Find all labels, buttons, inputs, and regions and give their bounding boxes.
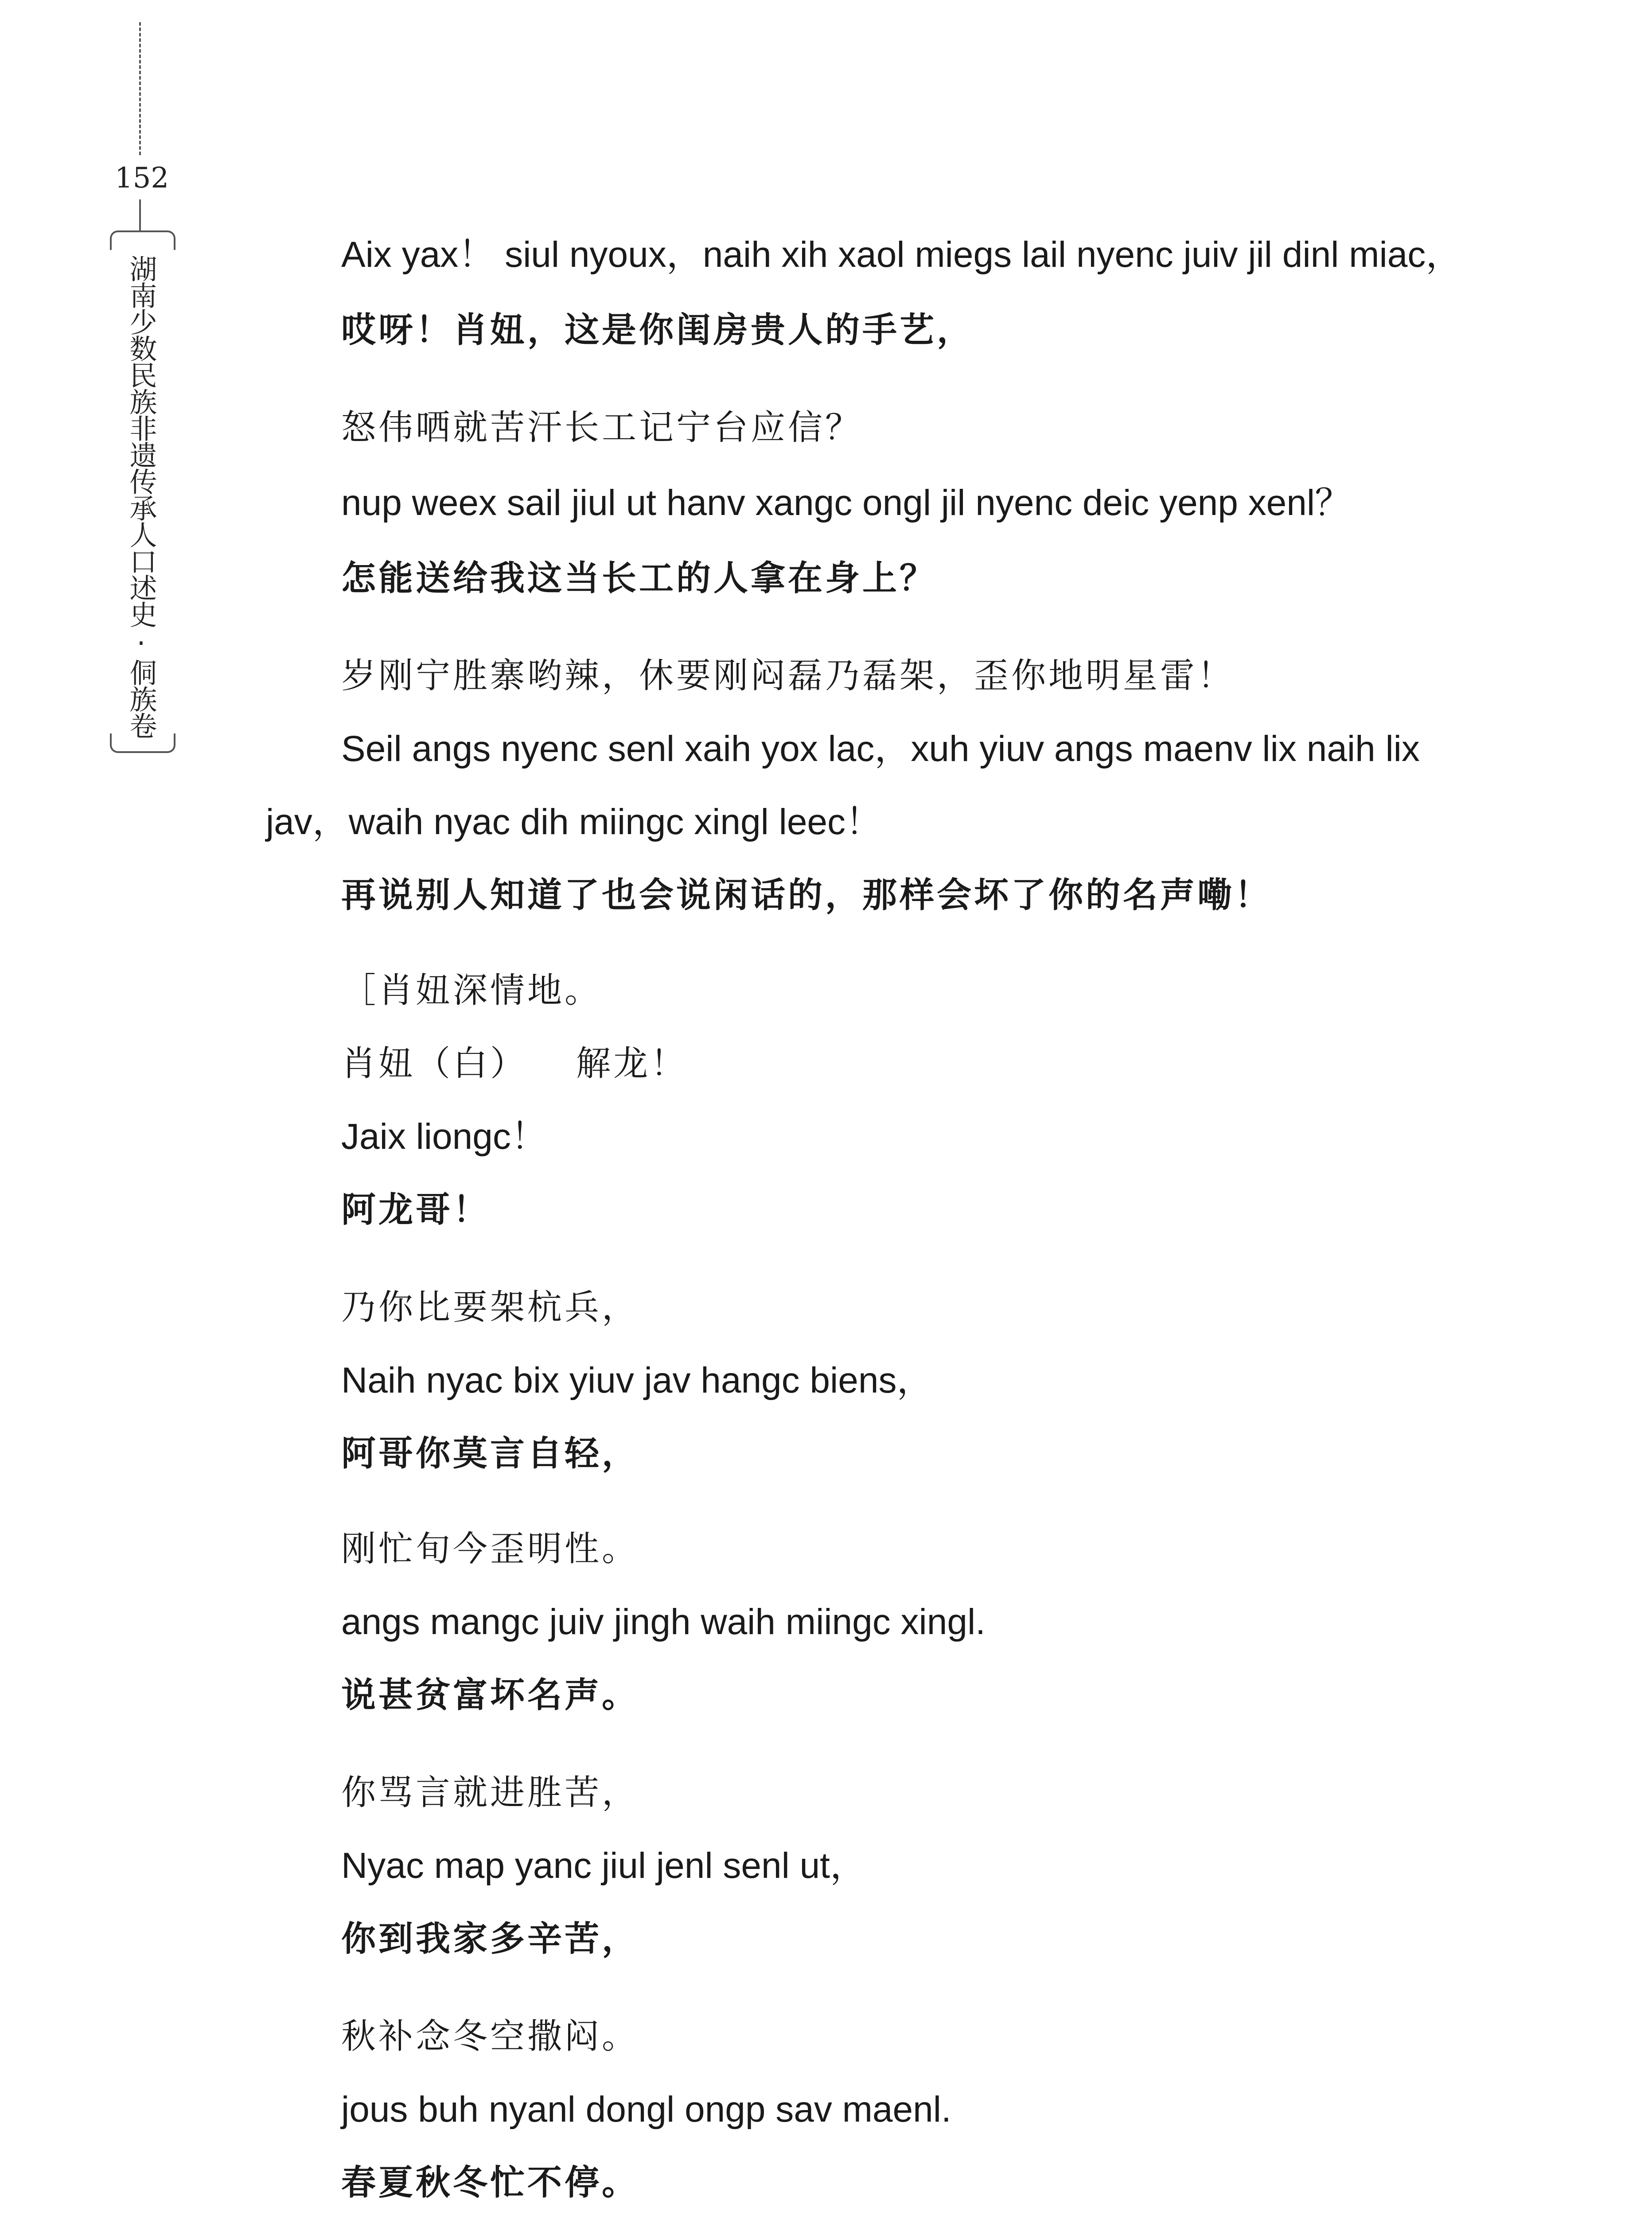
text-line-chinese-translation: 说甚贫富坏名声。 xyxy=(341,1675,639,1715)
text-line-chinese-translation: 阿龙哥！ xyxy=(341,1190,491,1230)
stage-direction: ［肖妞深情地。 xyxy=(341,971,602,1010)
text-line-dong-romanized: angs mangc juiv jingh waih miingc xingl. xyxy=(341,1602,986,1642)
text-line-dong-romanized: Nyac map yanc jiul jenl senl ut， xyxy=(341,1845,866,1886)
speaker-speech: 解龙！ xyxy=(576,1044,688,1084)
text-line-chinese-translation: 你到我家多辛苦， xyxy=(341,1919,639,1959)
text-line-dong-chinese-transcription: 岁刚宁胜寨哟辣，休要刚闷磊乃磊架，歪你地明星雷！ xyxy=(341,656,1235,696)
text-line-dong-romanized: Naih nyac bix yiuv jav hangc biens， xyxy=(341,1360,933,1401)
text-line-dong-romanized: nup weex sail jiul ut hanv xangc ongl jil nyenc deic yenp xenl？ xyxy=(341,483,1352,523)
text-line-dong-chinese-transcription: 你骂言就进胜苦， xyxy=(341,1773,639,1813)
text-line-dong-romanized-continued: jav，waih nyac dih miingc xingl leec！ xyxy=(266,802,882,842)
text-line-dong-romanized: jous buh nyanl dongl ongp sav maenl. xyxy=(341,2089,951,2130)
text-line-dong-chinese-transcription: 乃你比要架杭兵， xyxy=(341,1287,639,1327)
text-line-dong-romanized: Jaix liongc！ xyxy=(341,1116,547,1157)
text-line-chinese-translation: 春夏秋冬忙不停。 xyxy=(341,2163,639,2203)
speaker-name: 肖妞（白） xyxy=(341,1044,528,1084)
text-line-dong-chinese-transcription: 刚忙旬今歪明性。 xyxy=(341,1529,639,1569)
text-line-dong-chinese-transcription: 秋补念冬空撒闷。 xyxy=(341,2017,639,2056)
text-line-chinese-translation: 哎呀！肖妞，这是你闺房贵人的手艺， xyxy=(341,310,974,350)
text-line-chinese-translation: 再说别人知道了也会说闲话的，那样会坏了你的名声嘞！ xyxy=(341,875,1272,915)
series-title: 湖南少数民族非遗传承人口述史·侗族卷 xyxy=(125,255,157,738)
text-line-chinese-translation: 怎能送给我这当长工的人拿在身上？ xyxy=(341,558,937,598)
text-line-chinese-translation: 阿哥你莫言自轻， xyxy=(341,1434,639,1474)
text-line-dong-chinese-transcription: 怒伟哂就苦汗长工记宁台应信？ xyxy=(341,408,863,448)
text-line-dong-romanized: Aix yax！ siul nyoux，naih xih xaol miegs lail nyenc juiv jil dinl miac， xyxy=(341,234,1462,275)
speaker-line xyxy=(341,1042,688,1086)
page-number: 152 xyxy=(114,162,169,195)
text-line-dong-romanized: Seil angs nyenc senl xaih yox lac，xuh yiuv angs maenv lix naih lix xyxy=(341,729,1420,769)
